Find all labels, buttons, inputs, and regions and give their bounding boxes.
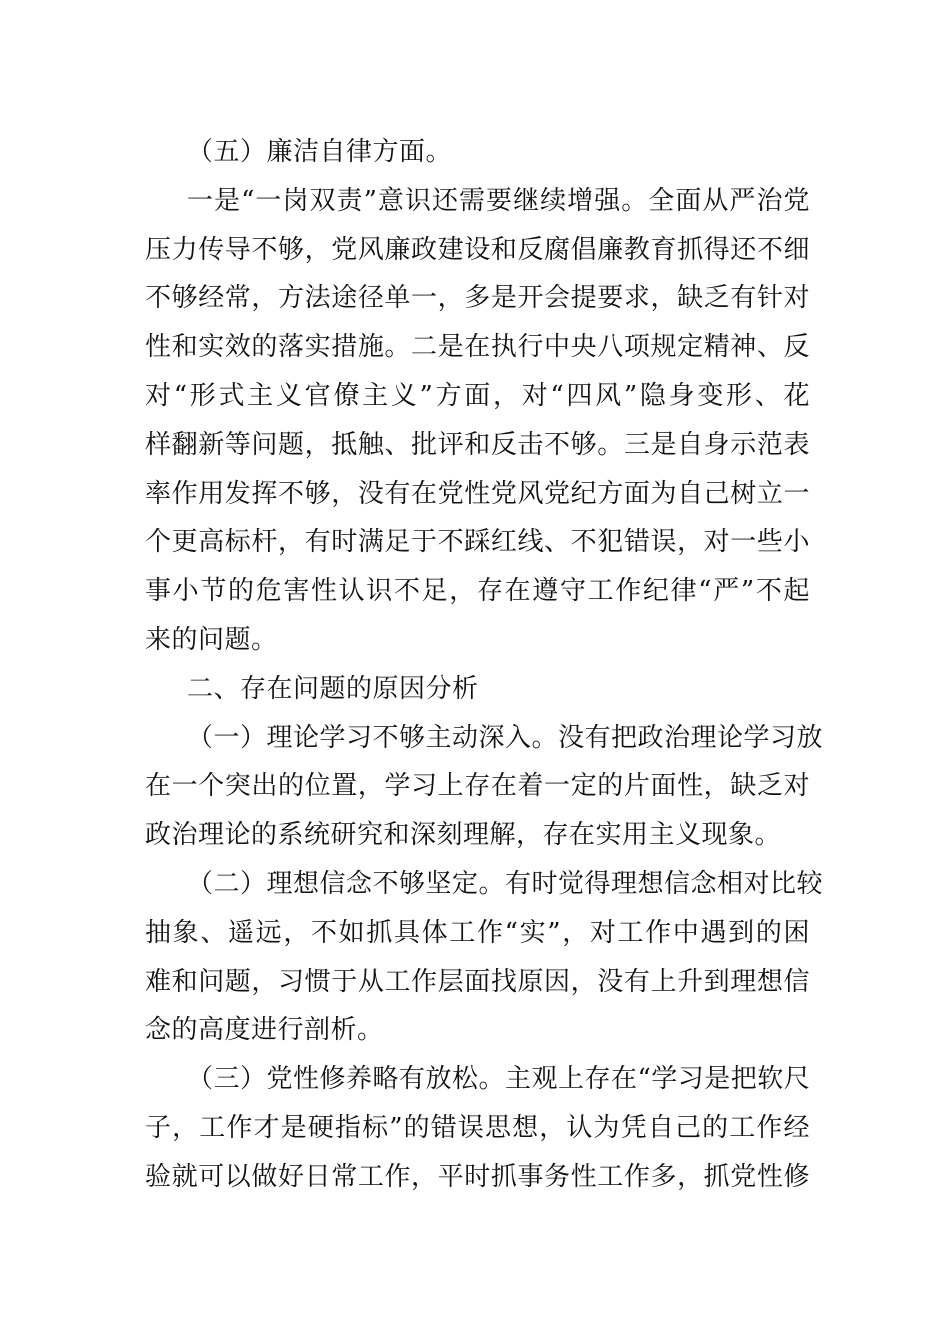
text-line: 个更高标杆，有时满足于不踩红线、不犯错误，对一些小 [145,527,810,558]
text-line: 率作用发挥不够，没有在党性党风党纪方面为自己树立一 [145,478,810,509]
text-line: 对“形式主义官僚主义”方面，对“四风”隐身变形、花 [145,380,810,411]
text-line: 不够经常，方法途径单一，多是开会提要求，缺乏有针对 [145,283,810,314]
paragraph-integrity-issues [145,177,810,665]
text-line: （三）党性修养略有放松。主观上存在“学习是把软尺 [187,1064,811,1095]
text-line: 压力传导不够，党风廉政建设和反腐倡廉教育抓得还不细 [145,234,810,265]
text-line: 念的高度进行剖析。 [145,1015,384,1046]
text-line: 难和问题，习惯于从工作层面找原因，没有上升到理想信 [145,966,810,997]
paragraph-party-spirit [145,1055,810,1201]
text-line: 子，工作才是硬指标”的错误思想，认为凭自己的工作经 [145,1112,810,1143]
text-line: 性和实效的落实措施。二是在执行中央八项规定精神、反 [145,332,810,363]
paragraph-ideals-beliefs [145,860,824,1055]
text-line: 验就可以做好日常工作，平时抓事务性工作多，抓党性修 [145,1161,810,1192]
paragraph-theory-study [145,714,824,860]
text-line: 抽象、遥远，不如抓具体工作“实”，对工作中遇到的困 [145,917,810,948]
text-line: 事小节的危害性认识不足，存在遵守工作纪律“严”不起 [145,576,810,607]
text-line: （二）理想信念不够坚定。有时觉得理想信念相对比较 [187,868,824,899]
text-line: （一）理论学习不够主动深入。没有把政治理论学习放 [187,722,824,753]
text-line: 样翻新等问题，抵触、批评和反击不够。三是自身示范表 [145,429,810,460]
text-line: 在一个突出的位置，学习上存在着一定的片面性，缺乏对 [145,771,810,802]
text-line: 政治理论的系统研究和深刻理解，存在实用主义现象。 [145,820,782,851]
document-body [145,128,824,1202]
text-line: 一是“一岗双责”意识还需要继续增强。全面从严治党 [187,185,810,216]
heading-integrity-self-discipline: （五）廉洁自律方面。 [187,137,453,167]
text-line: 来的问题。 [145,624,278,655]
section-title-cause-analysis: 二、存在问题的原因分析 [187,673,479,704]
